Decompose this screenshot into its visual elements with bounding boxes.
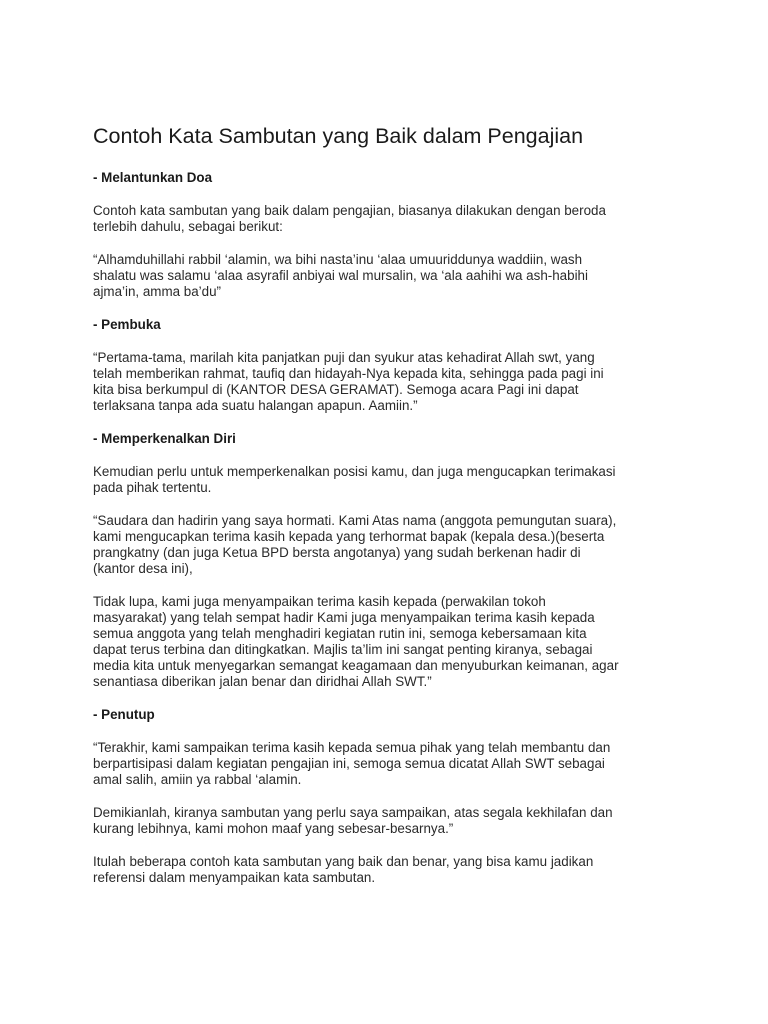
paragraph-line: amal salih, amiin ya rabbal ‘alamin.	[93, 772, 302, 787]
paragraph-line: kami mengucapkan terima kasih kepada yang terhormat bapak (kepala desa.)(beserta	[93, 529, 605, 544]
paragraph-line: senantiasa diberikan jalan benar dan diridhai Allah SWT.”	[93, 674, 432, 689]
paragraph	[93, 350, 683, 414]
document-page	[93, 122, 683, 903]
paragraph-line: telah memberikan rahmat, taufiq dan hidayah-Nya kepada kita, sehingga pada pagi ini	[93, 366, 604, 381]
paragraph	[93, 252, 683, 300]
paragraph-line: pada pihak tertentu.	[93, 480, 212, 495]
paragraph	[93, 513, 683, 577]
paragraph-line: (kantor desa ini),	[93, 561, 193, 576]
paragraph	[93, 464, 683, 496]
paragraph-line: terlaksana tanpa ada suatu halangan apapun. Aamiin.”	[93, 398, 418, 413]
paragraph-line: kurang lebihnya, kami mohon maaf yang sebesar-besarnya.”	[93, 821, 454, 836]
paragraph-line: media kita untuk menyegarkan semangat keagamaan dan menyuburkan keimanan, agar	[93, 658, 619, 673]
document-title: Contoh Kata Sambutan yang Baik dalam Pengajian	[93, 124, 584, 148]
paragraph-line: prangkatny (dan juga Ketua BPD bersta angotanya) yang sudah berkenan hadir di	[93, 545, 581, 560]
paragraph-line: berpartisipasi dalam kegiatan pengajian ini, semoga semua dicatat Allah SWT sebagai	[93, 756, 605, 771]
paragraph-line: masyarakat) yang telah sempat hadir Kami juga menyampaikan terima kasih kepada	[93, 610, 595, 625]
paragraph-line: Tidak lupa, kami juga menyampaikan terima kasih kepada (perwakilan tokoh	[93, 594, 546, 609]
paragraph	[93, 203, 683, 235]
section-heading: - Melantunkan Doa	[93, 170, 213, 185]
paragraph	[93, 805, 683, 837]
paragraph-line: Contoh kata sambutan yang baik dalam pengajian, biasanya dilakukan dengan beroda	[93, 203, 606, 218]
paragraph-line: referensi dalam menyampaikan kata sambutan.	[93, 870, 376, 885]
paragraph-line: “Pertama-tama, marilah kita panjatkan puji dan syukur atas kehadirat Allah swt, yang	[93, 350, 595, 365]
paragraph	[93, 594, 683, 690]
paragraph-line: “Alhamduhillahi rabbil ‘alamin, wa bihi nasta’inu ‘alaa umuuriddunya waddiin, wash	[93, 252, 583, 267]
paragraph	[93, 854, 683, 886]
paragraph-line: semua anggota yang telah menghadiri kegiatan rutin ini, semoga kebersamaan kita	[93, 626, 587, 641]
paragraph-line: shalatu was salamu ‘alaa asyrafil anbiyai wal mursalin, wa ‘ala aahihi wa ash-habihi	[93, 268, 588, 283]
paragraph-line: Itulah beberapa contoh kata sambutan yang baik dan benar, yang bisa kamu jadikan	[93, 854, 594, 869]
paragraph-line: terlebih dahulu, sebagai berikut:	[93, 219, 283, 234]
paragraph-line: “Terakhir, kami sampaikan terima kasih kepada semua pihak yang telah membantu dan	[93, 740, 611, 755]
paragraph-line: Demikianlah, kiranya sambutan yang perlu saya sampaikan, atas segala kekhilafan dan	[93, 805, 613, 820]
section-heading: - Penutup	[93, 707, 155, 722]
paragraph-line: ajma’in, amma ba’du”	[93, 284, 222, 299]
section-heading: - Pembuka	[93, 317, 161, 332]
paragraph-line: dapat terus terbina dan ditingkatkan. Majlis ta’lim ini sangat penting kiranya, sebagai	[93, 642, 593, 657]
section-heading: - Memperkenalkan Diri	[93, 431, 236, 446]
paragraph-line: Kemudian perlu untuk memperkenalkan posisi kamu, dan juga mengucapkan terimakasi	[93, 464, 616, 479]
paragraph-line: “Saudara dan hadirin yang saya hormati. Kami Atas nama (anggota pemungutan suara),	[93, 513, 617, 528]
paragraph-line: kita bisa berkumpul di (KANTOR DESA GERAMAT). Semoga acara Pagi ini dapat	[93, 382, 579, 397]
paragraph	[93, 740, 683, 788]
